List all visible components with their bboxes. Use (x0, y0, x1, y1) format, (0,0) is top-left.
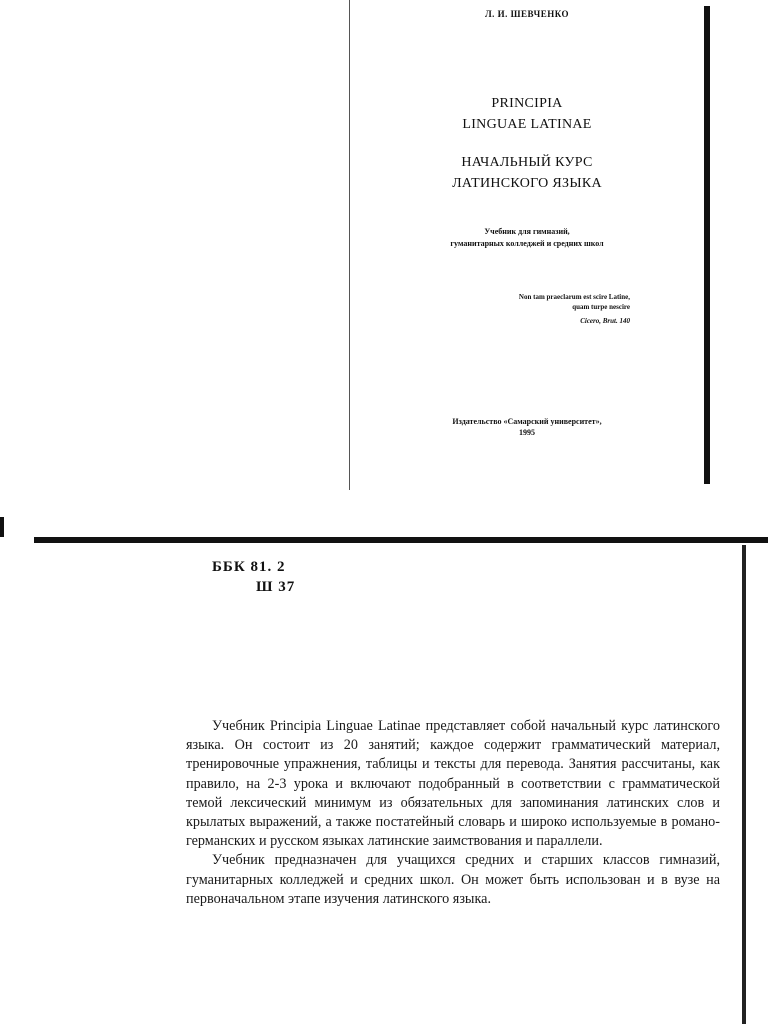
latin-title-line: PRINCIPIA (491, 96, 563, 111)
russian-title-line: ЛАТИНСКОГО ЯЗЫКА (452, 176, 602, 191)
bbk-code: ББК 81. 2 (212, 559, 286, 575)
abstract-paragraph: Учебник Principia Linguae Latinae представляет собой начальный курс латинского языка. Он состоит из 20 занятий; каждое содержит грамматический материал, тренировочные упражнения, таблицы и тексты для перевода. Занятия рассчитаны, как правило, на 2-3 урока и включают подобранный в соответствии с грамматической темой лексический минимум из обязательных для запоминания латинских слов и крылатых выражений, а также постатейный словарь и широко используемые в романо-германских и русском языках латинские заимствования и параллели. (186, 718, 720, 850)
publication-year: 1995 (519, 428, 535, 437)
page-right-edge (704, 6, 710, 484)
book-subtitle (350, 226, 704, 250)
latin-title (350, 93, 704, 135)
author-mark: Ш 37 (256, 579, 296, 595)
subtitle-line: гуманитарных колледжей и средних школ (450, 239, 604, 248)
book-abstract (186, 717, 720, 909)
abstract-paragraph: Учебник предназначен для учащихся средних и старших классов гимназий, гуманитарных колледжей и средних школ. Он может быть использован и в вузе на первоначальном этапе изучения латинского языка. (186, 852, 720, 907)
author-name: Л. И. ШЕВЧЕНКО (484, 9, 570, 19)
epigraph-line: quam turpe nescire (572, 303, 630, 311)
epigraph-citation: Cicero, Brut. 140 (580, 317, 630, 325)
epigraph (470, 292, 630, 326)
bbk-classification (212, 557, 295, 597)
subtitle-line: Учебник для гимназий, (484, 227, 570, 236)
russian-title-line: НАЧАЛЬНЫЙ КУРС (461, 155, 593, 170)
russian-title (350, 152, 704, 194)
epigraph-line: Non tam praeclarum est scire Latine, (518, 293, 630, 301)
latin-title-line: LINGUAE LATINAE (462, 117, 592, 132)
scan-edge-mark (0, 517, 4, 537)
page-right-edge (742, 545, 746, 1024)
page-top-edge (34, 537, 768, 543)
publisher-name: Издательство «Самарский университет», (452, 417, 602, 426)
publisher-info (350, 416, 704, 438)
